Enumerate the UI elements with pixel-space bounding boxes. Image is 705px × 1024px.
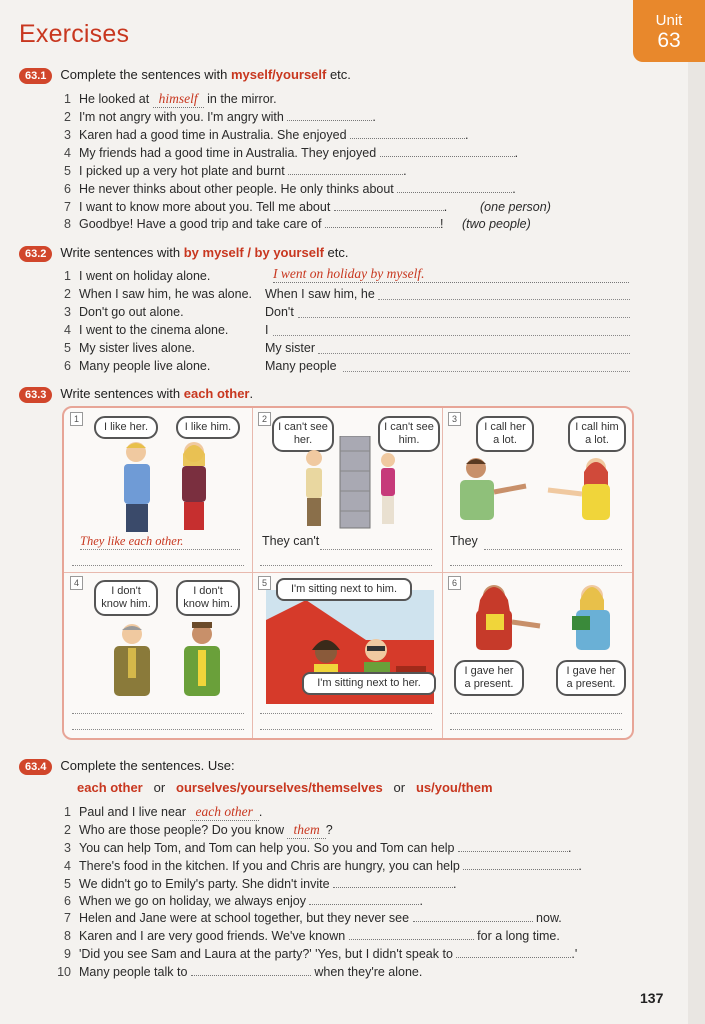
exercise-badge: 63.3 (19, 387, 52, 403)
answer-line[interactable] (450, 564, 622, 566)
answer-blank[interactable] (350, 127, 465, 139)
picture-cell-4 (64, 572, 253, 738)
ex1-item (55, 199, 447, 215)
item-text: for a long time. (473, 929, 560, 943)
wall-illustration (300, 436, 400, 531)
item-text: When I saw him, he was alone. (79, 287, 252, 301)
answer-line[interactable] (72, 728, 244, 730)
instruction-keyword: by myself / by yourself (183, 245, 324, 260)
item-text: ? (325, 823, 333, 837)
answer-blank[interactable] (380, 145, 515, 157)
item-text: . (465, 128, 469, 142)
ex4-item (55, 893, 423, 909)
answer-blank[interactable] (349, 928, 474, 940)
item-text: I'm not angry with you. I'm angry with (79, 110, 288, 124)
item-text: . (372, 110, 376, 124)
ex1-item (55, 91, 277, 107)
answer-line[interactable] (273, 334, 630, 336)
item-text: . (578, 859, 582, 873)
item-number: 3 (64, 841, 71, 855)
answer-line[interactable] (260, 712, 432, 714)
instruction-text: . (249, 386, 254, 401)
ex4-item (55, 822, 333, 838)
example-answer: each other (195, 804, 253, 819)
exercise-3-heading (19, 386, 253, 404)
answer-blank[interactable] (325, 216, 440, 228)
picture-number: 3 (448, 412, 461, 426)
example-caption: They like each other. (80, 534, 240, 550)
sentence-start: They can't (262, 534, 320, 548)
picture-number: 6 (448, 576, 461, 590)
exercise-2-heading (19, 245, 348, 263)
answer-line[interactable] (450, 728, 622, 730)
option-reflexive: ourselves/yourselves/themselves (176, 780, 383, 795)
answer-line[interactable] (298, 316, 630, 318)
item-number: 9 (64, 947, 71, 961)
ex1-item (55, 109, 376, 125)
item-number: 8 (64, 929, 71, 943)
instruction-text: etc. (326, 67, 351, 82)
exercise-badge: 63.2 (19, 246, 52, 262)
answer-blank[interactable] (458, 840, 568, 852)
speech-bubble: I'm sitting next to her. (302, 672, 436, 695)
picture-number: 2 (258, 412, 271, 426)
man-woman-illustration (104, 438, 224, 533)
item-text: Don't go out alone. (79, 305, 184, 319)
picture-grid (62, 406, 634, 740)
answer-line[interactable] (378, 298, 630, 300)
picture-cell-5 (252, 572, 443, 738)
item-text: He looked at (79, 92, 153, 106)
item-text: I want to know more about you. Tell me about (79, 200, 334, 214)
item-text: Many people live alone. (79, 359, 211, 373)
ex1-item (55, 216, 443, 232)
instruction-text: etc. (323, 245, 349, 260)
ex2-item (55, 286, 252, 302)
unit-number: 63 (657, 29, 681, 52)
answer-line[interactable] (450, 712, 622, 714)
answer-blank[interactable] (153, 91, 204, 108)
item-text: in the mirror. (203, 92, 277, 106)
page-title: Exercises (19, 20, 130, 48)
item-text: I picked up a very hot plate and burnt (79, 164, 289, 178)
item-text: When we go on holiday, we always enjoy (79, 894, 310, 908)
item-number: 5 (64, 341, 71, 355)
or-text: or (153, 780, 166, 795)
item-number: 4 (64, 859, 71, 873)
sentence-start: My sister (265, 341, 315, 355)
ex4-item (55, 928, 560, 944)
item-text: .' (571, 947, 578, 961)
item-text: . (403, 164, 407, 178)
answer-blank[interactable] (288, 163, 403, 175)
exercise-4-heading (19, 758, 235, 776)
item-text: when they're alone. (310, 965, 423, 979)
item-note: (two people) (462, 217, 531, 231)
sentence-start: I (265, 323, 269, 337)
instruction-text: Complete the sentences. Use: (60, 758, 235, 773)
item-note: (one person) (480, 200, 551, 214)
item-number: 1 (64, 92, 71, 106)
ex4-item (55, 910, 562, 926)
two-men-illustration (102, 620, 232, 700)
item-text: There's food in the kitchen. If you and Chris are hungry, you can help (79, 859, 464, 873)
unit-tab (633, 0, 705, 62)
picture-cell-1 (64, 408, 253, 573)
speech-bubble: I like her. (94, 416, 158, 439)
example-answer: them (293, 822, 320, 837)
answer-line[interactable] (72, 712, 244, 714)
picture-cell-2 (252, 408, 443, 573)
item-text: You can help Tom, and Tom can help you. So you and Tom can help (79, 841, 458, 855)
sentence-start: Don't (265, 305, 294, 319)
item-number: 2 (64, 110, 71, 124)
speech-bubble: I like him. (176, 416, 240, 439)
item-text: We didn't go to Emily's party. She didn't invite (79, 877, 334, 891)
word-options (77, 780, 493, 796)
item-text: He never thinks about other people. He only thinks about (79, 182, 398, 196)
item-number: 6 (64, 359, 71, 373)
speech-bubble: I don't know him. (176, 580, 240, 616)
speech-bubble: I gave her a present. (454, 660, 524, 696)
picture-number: 5 (258, 576, 271, 590)
item-text: Karen had a good time in Australia. She enjoyed (79, 128, 351, 142)
exercise-1-heading (19, 67, 351, 85)
ex2-item (55, 358, 210, 374)
answer-blank[interactable] (190, 804, 259, 821)
instruction-text: Complete the sentences with (60, 67, 231, 82)
ex4-item (55, 804, 262, 820)
instruction-text: Write sentences with (60, 386, 184, 401)
sentence-start: Many people (265, 359, 337, 373)
ex4-item (55, 876, 457, 892)
phone-call-illustration (448, 456, 628, 531)
item-number: 7 (64, 911, 71, 925)
picture-number: 1 (70, 412, 83, 426)
exercise-badge: 63.1 (19, 68, 52, 84)
item-text: . (443, 200, 448, 214)
example-answer: himself (158, 91, 198, 106)
answer-line[interactable] (72, 564, 244, 566)
answer-line[interactable] (343, 370, 630, 372)
answer-blank[interactable] (191, 964, 311, 976)
item-text: Paul and I live near (79, 805, 190, 819)
item-number: 8 (64, 217, 71, 231)
ex2-item (55, 322, 228, 338)
sentence-start: When I saw him, he (265, 287, 375, 301)
answer-blank[interactable] (333, 876, 453, 888)
ex1-item (55, 127, 469, 143)
item-text: My sister lives alone. (79, 341, 196, 355)
speech-bubble: I'm sitting next to him. (276, 578, 412, 601)
item-number: 3 (64, 305, 71, 319)
item-text: 'Did you see Sam and Laura at the party?' 'Yes, but I didn't speak to (79, 947, 457, 961)
or-text: or (393, 780, 406, 795)
speech-bubble: I can't see him. (378, 416, 440, 452)
answer-line[interactable] (260, 728, 432, 730)
picture-cell-3 (442, 408, 632, 573)
instruction-keyword: myself/yourself (230, 67, 327, 82)
item-text: now. (532, 911, 562, 925)
option-object-pronoun: us/you/them (415, 780, 493, 795)
ex4-item (55, 858, 582, 874)
ex4-item (55, 946, 577, 962)
instruction-keyword: each other (183, 386, 250, 401)
item-text: . (419, 894, 423, 908)
speech-bubble: I gave her a present. (556, 660, 626, 696)
speech-bubble: I call him a lot. (568, 416, 626, 452)
item-number: 2 (64, 287, 71, 301)
present-illustration (460, 578, 620, 658)
answer-line[interactable] (318, 352, 630, 354)
ex4-item (55, 964, 422, 980)
item-text: . (514, 146, 519, 160)
item-text: . (512, 182, 516, 196)
item-number: 4 (64, 323, 71, 337)
item-text: My friends had a good time in Australia. They enjoyed (79, 146, 380, 160)
item-number: 6 (64, 894, 71, 908)
ex4-item (55, 840, 571, 856)
answer-blank[interactable] (287, 109, 372, 121)
example-answer: I went on holiday by myself. (273, 266, 425, 281)
instruction-text: Write sentences with (60, 245, 184, 260)
item-text: Who are those people? Do you know (79, 823, 288, 837)
item-number: 10 (57, 965, 71, 979)
item-number: 7 (64, 200, 71, 214)
ex1-item (55, 181, 516, 197)
item-number: 3 (64, 128, 71, 142)
answer-line[interactable] (484, 548, 622, 550)
speech-bubble: I call her a lot. (476, 416, 534, 452)
speech-bubble: I don't know him. (94, 580, 158, 616)
answer-line[interactable] (273, 266, 629, 283)
picture-number: 4 (70, 576, 83, 590)
answer-blank[interactable] (397, 181, 512, 193)
item-text: . (258, 805, 263, 819)
answer-blank[interactable] (463, 858, 578, 870)
item-text: . (567, 841, 572, 855)
item-text: ! (440, 217, 444, 231)
sentence-start: They (450, 534, 478, 548)
answer-blank[interactable] (456, 946, 571, 958)
ex1-item (55, 163, 407, 179)
item-number: 2 (64, 823, 71, 837)
ex2-item (55, 268, 210, 284)
answer-blank[interactable] (287, 822, 325, 839)
ex2-item (55, 304, 184, 320)
answer-line[interactable] (320, 548, 432, 550)
answer-blank[interactable] (334, 199, 444, 211)
item-text: Karen and I are very good friends. We've known (79, 929, 349, 943)
item-text: I went to the cinema alone. (79, 323, 229, 337)
option-each-other: each other (77, 780, 143, 795)
item-number: 6 (64, 182, 71, 196)
answer-line[interactable] (260, 564, 432, 566)
answer-blank[interactable] (309, 893, 419, 905)
exercise-badge: 63.4 (19, 759, 52, 775)
page-number: 137 (640, 990, 664, 1006)
ex2-item (55, 340, 195, 356)
page-edge (688, 0, 705, 1024)
ex1-item (55, 145, 518, 161)
item-text: I went on holiday alone. (79, 269, 211, 283)
item-number: 5 (64, 164, 71, 178)
item-number: 1 (64, 269, 71, 283)
item-number: 4 (64, 146, 71, 160)
speech-bubble: I can't see her. (272, 416, 334, 452)
item-text: . (453, 877, 457, 891)
picture-cell-6 (442, 572, 632, 738)
unit-label: Unit (655, 12, 683, 29)
item-text: Many people talk to (79, 965, 191, 979)
answer-blank[interactable] (413, 910, 533, 922)
item-number: 5 (64, 877, 71, 891)
item-number: 1 (64, 805, 71, 819)
item-text: Helen and Jane were at school together, but they never see (79, 911, 413, 925)
item-text: Goodbye! Have a good trip and take care of (79, 217, 325, 231)
